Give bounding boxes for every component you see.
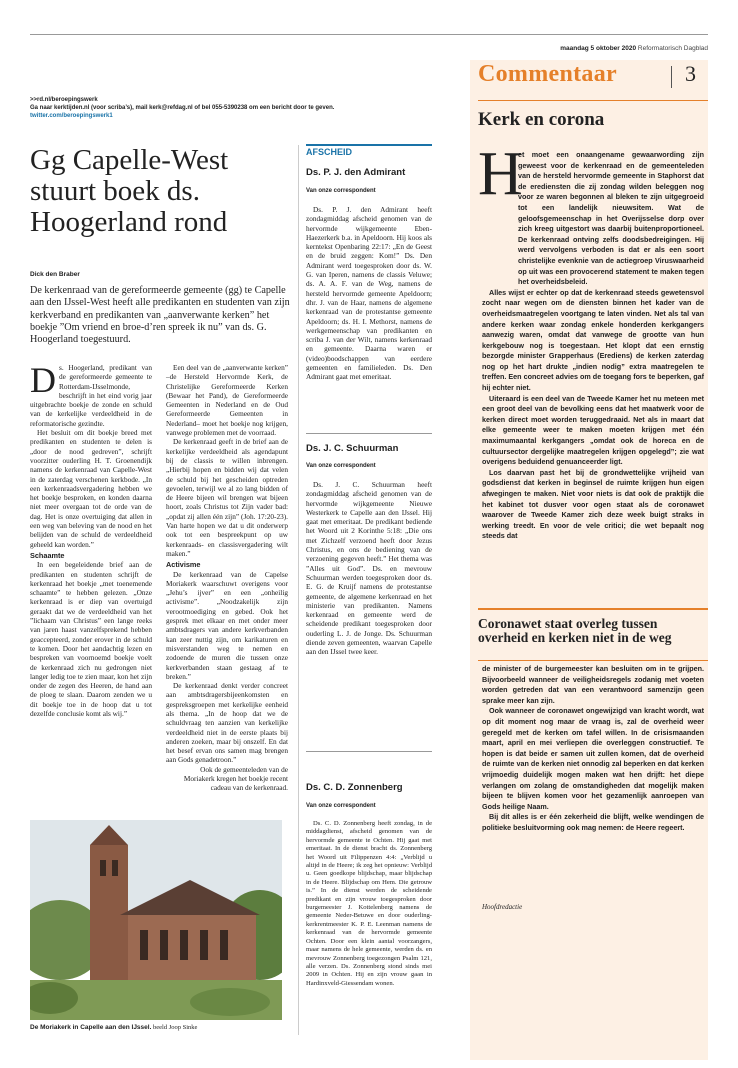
correspondent: Van onze correspondent <box>306 188 376 194</box>
column-divider <box>298 145 299 1035</box>
divider <box>306 433 432 434</box>
divider <box>306 751 432 752</box>
drop-cap: D <box>30 360 56 400</box>
commentary-body <box>482 150 704 542</box>
article-headline: Gg Capelle-West stuurt boek ds. Hoogerland rond <box>30 144 229 238</box>
correspondent: Van onze correspondent <box>306 463 376 469</box>
correspondent: Van onze correspondent <box>306 803 376 809</box>
paragraph: De kerkenraad van de Capelse Moriakerk waarschuwt overigens voor „Jehu’s ijver” en een „onheilig activisme”. „Noodzakelijk zijn verootmoediging en gebed. Ook het gesprek met elkaar en met onder meer ambtsdragers van andere kerkverbanden kan zeer nuttig zijn, om karikaturen en misverstanden weg te nemen en zodoende de muren die tussen onze kerkverbanden staan gestaag af te breken.” <box>166 569 288 681</box>
article-column-2 <box>166 363 288 793</box>
paragraph: Bij dit alles is er één zekerheid die blijft, welke wendingen de politieke besluitvorming ook mag nemen: de Heere regeert. <box>482 812 704 832</box>
paragraph: de minister of de burgemeester kan besluiten om in te grijpen. Bijvoorbeeld wanneer de veiligheidsregels zodanig met voeten worden getreden dat van een verantwoord samenzijn geen sprake meer kan zijn. <box>482 664 704 705</box>
section-rule <box>478 100 708 101</box>
afscheid-text <box>306 205 432 382</box>
paragraph: Ds. J. C. Schuurman heeft zondagmiddag afscheid genomen van de hervormde wijkgemeente Nieuwe Westerkerk te Capelle aan den IJssel. Hij gaat met emeritaat. De predikant bediende het Woord uit 2 Korinthe 5:18: „Die ons met Zichzelf verzoend heeft door Jezus Christus, en ons de bediening van de verzoening gegeven heeft.” Het thema was ”Alles uit God”. Ds. en mevrouw Schuurman werden toegesproken door ds. E. G. de Kruijf namens de protestantse gemeente, de algemene kerkenraad en het ministerie van predikanten. Namens kerkenraad en gemeente werd de scheidende predikant toegesproken door ouderling L. J. de Jonge. Ds. Schuurman diende zeven gemeenten, waarvan Capelle aan den IJssel twee keer. <box>306 480 432 657</box>
photo-caption: De Moriakerk in Capelle aan den IJssel. beeld Joop Sinke <box>30 1024 198 1031</box>
commentary-title: Kerk en corona <box>478 109 605 130</box>
article-column-1 <box>30 360 152 718</box>
afscheid-rule <box>306 144 432 146</box>
twitter-link[interactable]: twitter.com/beroepingswerk1 <box>30 113 113 119</box>
paragraph: Het besluit om dit boekje breed met predikanten en studenten te delen is „door de nood gedreven”, schrijft voorzitter ouderling H. T. Groenendijk namens de kerkenraad van Capelle-West in de zaterdag verschenen kerkbode. „In een kerkenraadsvergadering hebben we het boekje besproken, en konden daarna niet meer overgaan tot de orde van de dag. Het is onze overtuiging dat allen in een weg van beleving van de nood en het belijden van de schuld de verdeeldheid geheeld kan worden.” <box>30 428 152 549</box>
box-title: Coronawet staat overleg tussen overheid en kerken niet in de weg <box>478 616 672 645</box>
afscheid-text <box>306 480 432 657</box>
afscheid-name: Ds. P. J. den Admirant <box>306 167 406 178</box>
page-separator <box>671 66 672 88</box>
article-intro: De kerkenraad van de gereformeerde gemeente (gg) te Capelle aan den IJssel-West heeft alle predikanten en studenten van zijn kerkverband en predikanten van „aanverwante kerken” het boekje ”Om vriend en broe-d’ren spreek ik nu” van ds. G. Hoogerland toegestuurd. <box>30 285 290 346</box>
paragraph: s. Hoogerland, predikant van de gereformeerde gemeente te Rotterdam-IJsselmonde, beschrijft in het eind vorig jaar uitgebrachte boekje de zonde en schuld van de kerkelijke verdeeldheid in de reformatorische gezindte. <box>30 363 152 428</box>
afscheid-label: AFSCHEID <box>306 147 353 157</box>
church-illustration <box>30 820 282 1020</box>
paragraph: Uiteraard is een deel van de Tweede Kamer het nu meteen met een groot deel van de bevolking eens dat het maatwerk voor de kerken direct moet worden teruggedraaid. Net als in maart dat elke gemeente weer te maken moeten krijgen met één maximumaantal kerkgangers „omdat ook de horeca en de cultuursector dergelijke maatregelen krijgen opgelegd”; zie wat overigens beduidend genuanceerder ligt. <box>482 393 704 467</box>
info-block <box>30 96 430 120</box>
afscheid-text <box>306 820 432 988</box>
page-number: 3 <box>685 61 696 86</box>
section-title: Commentaar <box>478 61 617 87</box>
paragraph: De kerkenraad geeft in de brief aan de kerkelijke verdeeldheid als agendapunt bij de classis te willen inbrengen. „Hierbij hopen en bidden wij dat velen de schuld bij het gescheiden optreden gevoelen, terwijl we al zo lang bidden of de Heere bijeen wil brengen wat bijeen hoort, zoals Christus tot Zijn vader bad: „opdat zij allen één zijn” (Joh. 17:20-23). Van harte hopen we dat u dit onderwerp ook tot een bespreekpunt op uw kerkenraads- en classisvergadering wilt maken.” <box>166 437 288 558</box>
top-rule <box>30 34 708 35</box>
article-byline: Dick den Braber <box>30 271 80 278</box>
paragraph: Ds. P. J. den Admirant heeft zondagmiddag afscheid genomen van de hervormde wijkgemeente Eben-Haezerkerk b.a. in Apeldoorn. Hij koos als kerntekst Openbaring 22:17: „En de Geest en de bruid zeggen: Kom!” Ds. Den Admirant werd toegesproken door ds. W. G. van Iperen, namens de classis Veluwe; ds. A. A. F. van de Weg, namens de hersteld hervormde gemeente Apeldoorn; dhr. J. van de Haar, namens de algemene kerkenraad van de protestantse gemeente Apeldoorn; ds. H. I. Methorst, namens de werkgemeenschap van predikanten en scriba J. van der Wilt, namens kerkenraad en gemeente. Daarna waren er (video)boodschappen van eerdere gemeenten en familieleden. Ds. Den Admirant gaat met emeritaat. <box>306 205 432 382</box>
box-rule-top <box>478 608 708 610</box>
afscheid-name: Ds. J. C. Schuurman <box>306 443 399 454</box>
afscheid-name: Ds. C. D. Zonnenberg <box>306 782 403 793</box>
paragraph: et moet een onaangename gewaarwording zijn geweest voor de kerkenraad en de gemeenteleden van de hersteld hervormde gemeente in Staphorst dat de erediensten die zij zondag wilden beleggen nog voor ze waren begonnen al bleken te zijn uitgegroeid tot een landelijk nieuwsitem. Wat de geloofsgemeenschap in het Overijsselse dorp over zich kreeg uitgestort was daarbij buitenproportioneel. De kerkenraad ontving zelfs doodsbedreigingen. Hij werd vervolgens verboden is dat er als een soort christelijke evenknie van de actiegroep Viruswaarheid op uit was een provocerend statement te maken tegen het overheidsbeleid. <box>518 150 704 287</box>
commentary-body-2 <box>482 664 704 834</box>
church-photo <box>30 820 282 1020</box>
header-date: maandag 5 oktober 2020 Reformatorisch Dagblad <box>560 45 708 52</box>
subheading: Schaamte <box>30 550 65 560</box>
drop-cap: H <box>478 140 523 208</box>
info-text: Ga naar kerktijden.nl (voor scriba’s), mail kerk@refdag.nl of bel 055-5390238 om een bericht door te geven. <box>30 105 335 111</box>
paragraph: Alles wijst er echter op dat de kerkenraad steeds gewetensvol zocht naar wegen om de diensten binnen het kader van de overheidsmaatregelen voortgang te laten vinden. Net als tal van andere kerken waar zondag enkele honderden kerkgangers aanwezig waren, omdat dat vanwege de grootte van hun kerkgebouw nog is toegestaan. Het klopt dat een ernstig bezorgde minister Grapperhaus (Erediens) de kerken zaterdag nog op het hart drukte „indien nodig” extra maatregelen te treffen. Een concreet advies om de toegang fors te beperken, gaf hij echter niet. <box>482 287 704 393</box>
paragraph: De kerkenraad denkt verder concreet aan ambtsdragersbijeenkomsten en gespreksgroepen met kerkelijke eenheid als thema. „In de hoop dat we de schuldvraag ten aanzien van kerkelijke verdeeldheid niet in de eerste plaats bij anderen zoeken, maar bij onszelf. En dat het besef ervan ons samen mag brengen aan Gods genadetroon.” <box>166 681 288 765</box>
paragraph: Los daarvan past het bij de grondwettelijke vrijheid van godsdienst dat kerken in beginsel de ruimte krijgen hun eigen afwegingen te maken. Niet voor niets is dat ook de praktijk die het kabinet tot dusver voor ogen staat als de coronawet waarover de Tweede Kamer zich deze week buigt straks in werking treedt. En voor de vele critici; die wet bepaalt nog steeds dat <box>482 467 704 541</box>
paragraph: Ook wanneer de coronawet ongewijzigd van kracht wordt, wat op dit moment nog maar de vraag is, zal de overheid weer geregeld met de kerken om tafel willen. In de crisismaanden maart, april en mei verliepen die overleggen constructief. Te hopen is dat beide er samen uit zullen komen, dat de overheid de ruimte van de kerken niet onnodig zal beperken en dat kerken vrijmoedig duidelijk mogen maken wat hen drijft: het diepe verlangen om zolang de omstandigheden dat mogelijk maken bijeen te blijven komen voor het gezamenlijk aanroepen van Gods heilige Naam. <box>482 706 704 811</box>
box-rule-bottom <box>478 660 708 661</box>
paragraph: Ds. C. D. Zonnenberg heeft zondag, in de middagdienst, afscheid genomen van de hervormde gemeente te Ochten. Hij gaat met emeritaat. In de dienst bracht ds. Zonnenberg het Woord uit Filippenzen 4:4: „Verblijd u altijd in de Heere; ik zeg het opnieuw: Verblijd u. Geen goedkope blijdschap, maar blijdschap in de Heere. Blijdschap om Hem. Die getrouw is.” In de dienst werden de scheidende predikant en zijn vrouw toegesproken door burgemeester J. Kottelenberg namens de gemeente Neder-Betuwe en door ouderling-kerkrentmeester K. P. E. Leenman namens de kerkenraad van de hervormde gemeente Ochten. Door een klein aantal voorzangers, maar namens de hele gemeente, werden ds. en mevrouw Zonnenberg toegezongen Psalm 121, alle verzen. Ds. Zonnenberg stond sinds mei 2009 in Ochten. Hij en zijn vrouw gaan in Hardinxveld-Giessendam wonen. <box>306 820 432 987</box>
paragraph: Een deel van de „aanverwante kerken” –de Hersteld Hervormde Kerk, de Christelijke Gereformeerde Kerken (Bewaar het Pand), de Gereformeerde Gemeenten in Nederland en de Oud Gereformeerde Gemeenten in Nederland– moet het boekje nog krijgen, vanwege problemen met de voorraad. <box>166 363 288 438</box>
signature: Hoofdredactie <box>482 903 523 911</box>
paragraph: Ook de gemeenteleden van de Moriakerk kregen het boekje recent cadeau van de kerkenraad. <box>183 764 288 793</box>
paragraph: In een begeleidende brief aan de predikanten en studenten schrijft de kerkenraad het boekje „met toenemende schaamte” te hebben gelezen. „Onze kerkenraad is er diep van overtuigd geraakt dat we de verdeeldheid van het ”lichaam van Christus” een lange reeks van jaren haast vanzelfsprekend hebben geaccepteerd, zonder erover in de schuld te komen. Door het aandachtig lezen en bespreken van voornoemd boekje voelt de kerkenraad zich nu gedrongen niet langer ledig toe te zien maar, kon het zijn onder de zegen des Heeren, de hand aan de ploeg te slaan. Daarom zenden we u dit boekje toe in de hoop dat u tot dezelfde conclusie komt als wij.” <box>30 560 152 718</box>
subheading: Activisme <box>166 560 201 570</box>
info-link[interactable]: >>rd.nl/beroepingswerk <box>30 97 98 103</box>
